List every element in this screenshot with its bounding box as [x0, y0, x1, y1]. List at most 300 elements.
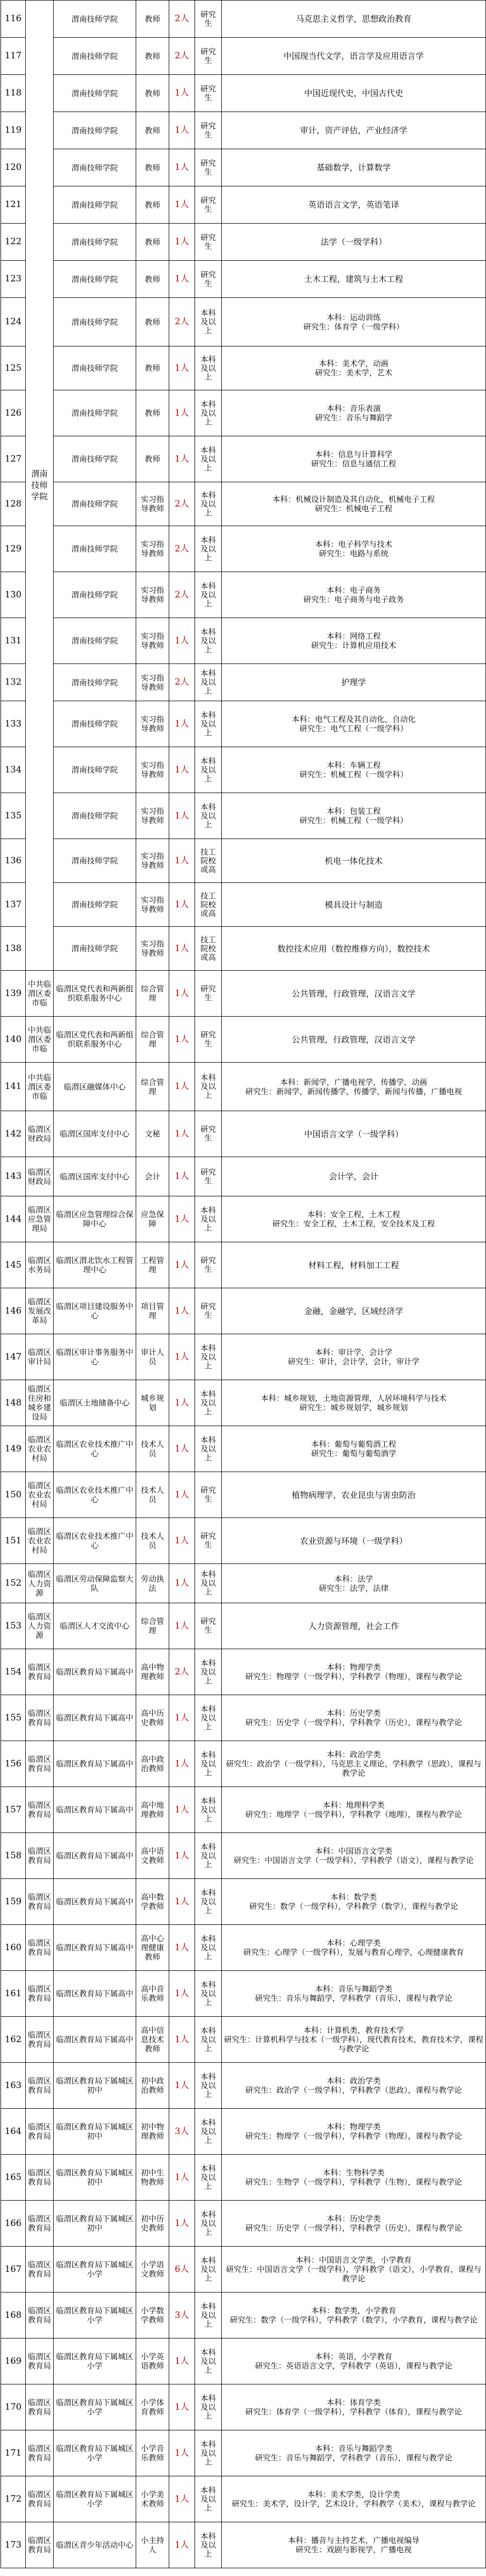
recruitment-table — [1, 0, 486, 2568]
row-number: 121 — [1, 186, 26, 224]
education-cell: 研究生 — [195, 1017, 222, 1063]
headcount-cell: 1人 — [169, 883, 195, 927]
education-cell: 研究生 — [195, 38, 222, 75]
row-number: 127 — [1, 436, 26, 482]
department-cell: 临渭区审计局 — [26, 1334, 54, 1380]
post-cell: 项目管理 — [136, 1288, 169, 1334]
table-row — [1, 1879, 486, 1925]
row-number: 142 — [1, 1111, 26, 1157]
headcount-cell: 1人 — [169, 971, 195, 1017]
post-cell: 综合管理 — [136, 1063, 169, 1111]
department-cell: 临渭区教育局 — [26, 1879, 54, 1925]
headcount-cell: 1人 — [169, 2155, 195, 2201]
post-cell: 初中政治教师 — [136, 2063, 169, 2109]
major-cell: 本科：审计学，会计学 研究生：审计，会计学，会计，审计学 — [222, 1334, 486, 1380]
headcount-cell: 1人 — [169, 1380, 195, 1426]
unit-cell: 渭南技师学院 — [54, 390, 136, 436]
table-row — [1, 298, 486, 346]
row-number: 165 — [1, 2155, 26, 2201]
education-cell: 本科及以上 — [195, 618, 222, 664]
table-row — [1, 747, 486, 793]
major-cell: 本科：英语，小学教育 研究生：英语语言文学，学科教学（英语），课程与教学论 — [222, 2338, 486, 2384]
unit-cell: 渭南技师学院 — [54, 747, 136, 793]
row-number: 152 — [1, 1564, 26, 1603]
post-cell: 教师 — [136, 298, 169, 346]
table-row — [1, 390, 486, 436]
major-cell: 公共管理，行政管理，汉语言文学 — [222, 1017, 486, 1063]
education-cell: 本科及以上 — [195, 482, 222, 526]
row-number: 140 — [1, 1017, 26, 1063]
headcount-cell: 1人 — [169, 1603, 195, 1649]
department-cell: 中共临渭区委市临 — [26, 1017, 54, 1063]
department-cell: 临渭区教育局 — [26, 2338, 54, 2384]
headcount-cell: 1人 — [169, 1288, 195, 1334]
table-row — [1, 1157, 486, 1196]
table-row — [1, 1741, 486, 1787]
headcount-cell: 1人 — [169, 1157, 195, 1196]
headcount-cell: 1人 — [169, 1971, 195, 2017]
headcount-cell: 1人 — [169, 1695, 195, 1741]
education-cell: 本科及以上 — [195, 664, 222, 701]
headcount-cell: 6人 — [169, 2247, 195, 2293]
headcount-cell: 2人 — [169, 1649, 195, 1695]
post-cell: 综合管理 — [136, 1603, 169, 1649]
row-number: 122 — [1, 224, 26, 261]
unit-cell: 渭南技师学院 — [54, 149, 136, 186]
education-cell: 本科及以上 — [195, 2155, 222, 2201]
major-cell: 本科：政治学类 研究生：政治学（一级学科），学科教学（思政），课程与教学论 — [222, 2063, 486, 2109]
headcount-cell: 1人 — [169, 927, 195, 971]
major-cell: 土木工程，建筑与土木工程 — [222, 261, 486, 298]
headcount-cell: 1人 — [169, 1833, 195, 1879]
education-cell: 本科及以上 — [195, 1787, 222, 1833]
headcount-cell: 1人 — [169, 1242, 195, 1288]
unit-cell: 渭南技师学院 — [54, 436, 136, 482]
headcount-cell: 2人 — [169, 38, 195, 75]
major-cell: 马克思主义哲学，思想政治教育 — [222, 1, 486, 38]
major-cell: 本科：音乐与舞蹈学类 研究生：音乐与舞蹈学，学科教学（音乐），课程与教学论 — [222, 2430, 486, 2476]
major-cell: 本科：生物科学类 研究生：生物学（一级学科），学科教学（生物），课程与教学论 — [222, 2155, 486, 2201]
major-cell: 本科：物理学类 研究生：物理学（一级学科），学科教学（物理），课程与教学论 — [222, 2109, 486, 2155]
headcount-cell: 1人 — [169, 618, 195, 664]
major-cell: 本科：安全工程，土木工程 研究生：安全工程，土木工程，安全技术及工程 — [222, 1196, 486, 1242]
unit-cell: 渭南技师学院 — [54, 346, 136, 390]
major-cell: 中国近现代史，中国古代史 — [222, 75, 486, 112]
row-number: 123 — [1, 261, 26, 298]
department-cell: 临渭区应急管理局 — [26, 1196, 54, 1242]
education-cell: 本科及以上 — [195, 1564, 222, 1603]
unit-cell: 临渭区国库支付中心 — [54, 1157, 136, 1196]
table-row — [1, 2522, 486, 2568]
education-cell: 研究生 — [195, 971, 222, 1017]
major-cell: 中国现当代文学，语言学及应用语言学 — [222, 38, 486, 75]
education-cell: 技工院校或高 — [195, 839, 222, 883]
department-cell: 临渭区人力资源 — [26, 1564, 54, 1603]
education-cell: 本科及以上 — [195, 1334, 222, 1380]
post-cell: 技术人员 — [136, 1426, 169, 1472]
post-cell: 小学美术教师 — [136, 2476, 169, 2522]
unit-cell: 临渭区青少年活动中心 — [54, 2522, 136, 2568]
unit-cell: 临渭区教育局下属城区小学 — [54, 2476, 136, 2522]
headcount-cell: 1人 — [169, 436, 195, 482]
education-cell: 本科及以上 — [195, 390, 222, 436]
major-cell: 本科：包装工程 研究生：机械工程（一级学科） — [222, 793, 486, 839]
row-number: 147 — [1, 1334, 26, 1380]
major-cell: 本科：物理学类 研究生：物理学（一级学科），学科教学（物理），课程与教学论 — [222, 1649, 486, 1695]
row-number: 128 — [1, 482, 26, 526]
table-row — [1, 186, 486, 224]
row-number: 155 — [1, 1695, 26, 1741]
headcount-cell: 1人 — [169, 1063, 195, 1111]
unit-cell: 渭南技师学院 — [54, 839, 136, 883]
headcount-cell: 2人 — [169, 526, 195, 572]
education-cell: 研究生 — [195, 1, 222, 38]
table-row — [1, 1242, 486, 1288]
unit-cell: 临渭区教育局下属高中 — [54, 1971, 136, 2017]
education-cell: 本科及以上 — [195, 1925, 222, 1971]
education-cell: 研究生 — [195, 149, 222, 186]
table-row — [1, 38, 486, 75]
headcount-cell: 1人 — [169, 839, 195, 883]
education-cell: 本科及以上 — [195, 1741, 222, 1787]
post-cell: 应急保障 — [136, 1196, 169, 1242]
headcount-cell: 1人 — [169, 1111, 195, 1157]
major-cell: 模具设计与制造 — [222, 883, 486, 927]
education-cell: 技工院校或高 — [195, 883, 222, 927]
headcount-cell: 1人 — [169, 2430, 195, 2476]
table-row — [1, 572, 486, 618]
education-cell: 研究生 — [195, 1472, 222, 1518]
row-number: 125 — [1, 346, 26, 390]
department-cell: 临渭区教育局 — [26, 2476, 54, 2522]
post-cell: 教师 — [136, 186, 169, 224]
department-cell: 临渭区教育局 — [26, 2063, 54, 2109]
post-cell: 实习指导教师 — [136, 664, 169, 701]
table-body — [1, 1, 486, 2568]
major-cell: 中国语言文学（一级学科） — [222, 1111, 486, 1157]
major-cell: 法学（一级学科） — [222, 224, 486, 261]
table-row — [1, 971, 486, 1017]
major-cell: 本科：美术学，动画 研究生：美术学，艺术 — [222, 346, 486, 390]
education-cell: 本科及以上 — [195, 346, 222, 390]
post-cell: 综合管理 — [136, 971, 169, 1017]
table-row — [1, 1518, 486, 1564]
headcount-cell: 1人 — [169, 1787, 195, 1833]
education-cell: 本科及以上 — [195, 2247, 222, 2293]
post-cell: 实习指导教师 — [136, 793, 169, 839]
unit-cell: 临渭区教育局下属城区小学 — [54, 2384, 136, 2430]
headcount-cell: 1人 — [169, 2017, 195, 2063]
table-row — [1, 1603, 486, 1649]
major-cell: 植物病理学，农业昆虫与害虫防治 — [222, 1472, 486, 1518]
row-number: 151 — [1, 1518, 26, 1564]
major-cell: 本科：音乐与舞蹈学类 研究生：音乐与舞蹈学，学科教学（音乐），课程与教学论 — [222, 1971, 486, 2017]
education-cell: 本科及以上 — [195, 1196, 222, 1242]
row-number: 136 — [1, 839, 26, 883]
post-cell: 高中政治教师 — [136, 1741, 169, 1787]
unit-cell: 临渭区融媒体中心 — [54, 1063, 136, 1111]
row-number: 124 — [1, 298, 26, 346]
row-number: 159 — [1, 1879, 26, 1925]
post-cell: 实习指导教师 — [136, 618, 169, 664]
education-cell: 研究生 — [195, 1518, 222, 1564]
education-cell: 研究生 — [195, 1603, 222, 1649]
table-row — [1, 793, 486, 839]
table-row — [1, 75, 486, 112]
unit-cell: 临渭区教育局下属高中 — [54, 2017, 136, 2063]
table-row — [1, 2338, 486, 2384]
row-number: 145 — [1, 1242, 26, 1288]
education-cell: 本科及以上 — [195, 2201, 222, 2247]
row-number: 169 — [1, 2338, 26, 2384]
table-row — [1, 1649, 486, 1695]
major-cell: 本科：电子商务 研究生：电子商务与电子政务 — [222, 572, 486, 618]
education-cell: 研究生 — [195, 1242, 222, 1288]
table-row — [1, 1196, 486, 1242]
education-cell: 本科及以上 — [195, 1426, 222, 1472]
major-cell: 本科：心理学类 研究生：心理学（一级学科），发展与教育心理学，心理健康教育 — [222, 1925, 486, 1971]
unit-cell: 临渭区应急管理综合保障中心 — [54, 1196, 136, 1242]
major-cell: 本科：数学类 研究生：数学（一级学科），学科教学（数学），课程与教学论 — [222, 1879, 486, 1925]
education-cell: 本科及以上 — [195, 701, 222, 747]
education-cell: 本科及以上 — [195, 2293, 222, 2338]
department-cell: 临渭区住房和城乡建设局 — [26, 1380, 54, 1426]
post-cell: 技术人员 — [136, 1518, 169, 1564]
headcount-cell: 1人 — [169, 1741, 195, 1787]
unit-cell: 临渭区农业技术推广中心 — [54, 1472, 136, 1518]
major-cell: 本科：电子科学与技术 研究生：电路与系统 — [222, 526, 486, 572]
major-cell: 本科：车辆工程 研究生：机械工程（一级学科） — [222, 747, 486, 793]
post-cell: 教师 — [136, 261, 169, 298]
unit-cell: 临渭区党代表和两新组织联系服务中心 — [54, 1017, 136, 1063]
education-cell: 研究生 — [195, 1111, 222, 1157]
headcount-cell: 1人 — [169, 1564, 195, 1603]
department-cell: 临渭区教育局 — [26, 1649, 54, 1695]
education-cell: 本科及以上 — [195, 436, 222, 482]
row-number: 157 — [1, 1787, 26, 1833]
table-row — [1, 149, 486, 186]
row-number: 154 — [1, 1649, 26, 1695]
education-cell: 本科及以上 — [195, 2476, 222, 2522]
education-cell: 本科及以上 — [195, 1649, 222, 1695]
major-cell: 农业资源与环境（一级学科） — [222, 1518, 486, 1564]
row-number: 167 — [1, 2247, 26, 2293]
headcount-cell: 2人 — [169, 298, 195, 346]
headcount-cell: 1人 — [169, 75, 195, 112]
table-row — [1, 883, 486, 927]
post-cell: 小主持人 — [136, 2522, 169, 2568]
row-number: 141 — [1, 1063, 26, 1111]
row-number: 168 — [1, 2293, 26, 2338]
row-number: 120 — [1, 149, 26, 186]
headcount-cell: 1人 — [169, 1426, 195, 1472]
post-cell: 综合管理 — [136, 1017, 169, 1063]
table-row — [1, 2063, 486, 2109]
education-cell: 本科及以上 — [195, 2017, 222, 2063]
post-cell: 高中心理健康教师 — [136, 1925, 169, 1971]
unit-cell: 渭南技师学院 — [54, 186, 136, 224]
unit-cell: 临渭区党代表和两新组织联系服务中心 — [54, 971, 136, 1017]
major-cell: 基础数学，计算数学 — [222, 149, 486, 186]
row-number: 137 — [1, 883, 26, 927]
department-cell: 渭南技师学院 — [26, 1, 54, 971]
education-cell: 研究生 — [195, 75, 222, 112]
post-cell: 高中语文教师 — [136, 1833, 169, 1879]
education-cell: 本科及以上 — [195, 2384, 222, 2430]
headcount-cell: 1人 — [169, 186, 195, 224]
table-row — [1, 224, 486, 261]
table-row — [1, 664, 486, 701]
headcount-cell: 1人 — [169, 1472, 195, 1518]
headcount-cell: 1人 — [169, 149, 195, 186]
major-cell: 本科：地理科学类 研究生：地理学（一级学科），学科教学（地理），课程与教学论 — [222, 1787, 486, 1833]
unit-cell: 渭南技师学院 — [54, 1, 136, 38]
row-number: 116 — [1, 1, 26, 38]
post-cell: 教师 — [136, 75, 169, 112]
row-number: 132 — [1, 664, 26, 701]
department-cell: 临渭区教育局 — [26, 2109, 54, 2155]
post-cell: 文秘 — [136, 1111, 169, 1157]
education-cell: 本科及以上 — [195, 572, 222, 618]
post-cell: 高中数学教师 — [136, 1879, 169, 1925]
post-cell: 实习指导教师 — [136, 883, 169, 927]
table-row — [1, 1564, 486, 1603]
table-row — [1, 1833, 486, 1879]
post-cell: 教师 — [136, 224, 169, 261]
unit-cell: 渭南技师学院 — [54, 224, 136, 261]
row-number: 130 — [1, 572, 26, 618]
major-cell: 材料工程，材料加工工程 — [222, 1242, 486, 1288]
major-cell: 数控技术应用（数控维修方向），数控技术 — [222, 927, 486, 971]
education-cell: 本科及以上 — [195, 747, 222, 793]
department-cell: 临渭区财政局 — [26, 1157, 54, 1196]
unit-cell: 渭南技师学院 — [54, 112, 136, 149]
education-cell: 研究生 — [195, 261, 222, 298]
headcount-cell: 1人 — [169, 1879, 195, 1925]
row-number: 173 — [1, 2522, 26, 2568]
major-cell: 人力资源管理，社会工作 — [222, 1603, 486, 1649]
unit-cell: 临渭区审计事务服务中心 — [54, 1334, 136, 1380]
unit-cell: 临渭区教育局下属高中 — [54, 1787, 136, 1833]
headcount-cell: 3人 — [169, 2293, 195, 2338]
headcount-cell: 2人 — [169, 482, 195, 526]
department-cell: 临渭区发展改革局 — [26, 1288, 54, 1334]
education-cell: 本科及以上 — [195, 2430, 222, 2476]
table-row — [1, 1695, 486, 1741]
major-cell: 金融，金融学，区域经济学 — [222, 1288, 486, 1334]
education-cell: 本科及以上 — [195, 2109, 222, 2155]
unit-cell: 渭南技师学院 — [54, 75, 136, 112]
unit-cell: 临渭区劳动保障监察大队 — [54, 1564, 136, 1603]
table-row — [1, 839, 486, 883]
headcount-cell: 1人 — [169, 346, 195, 390]
education-cell: 研究生 — [195, 224, 222, 261]
row-number: 119 — [1, 112, 26, 149]
post-cell: 实习指导教师 — [136, 701, 169, 747]
table-row — [1, 1472, 486, 1518]
headcount-cell: 1人 — [169, 112, 195, 149]
table-row — [1, 436, 486, 482]
major-cell: 本科：电气工程及其自动化，自动化 研究生：电气工程（一级学科） — [222, 701, 486, 747]
headcount-cell: 1人 — [169, 2063, 195, 2109]
unit-cell: 渭南技师学院 — [54, 38, 136, 75]
unit-cell: 渭南技师学院 — [54, 793, 136, 839]
headcount-cell: 1人 — [169, 1017, 195, 1063]
unit-cell: 渭南技师学院 — [54, 618, 136, 664]
education-cell: 本科及以上 — [195, 1971, 222, 2017]
row-number: 172 — [1, 2476, 26, 2522]
major-cell: 本科：运动训练 研究生：体育学（一级学科） — [222, 298, 486, 346]
table-row — [1, 112, 486, 149]
headcount-cell: 1人 — [169, 747, 195, 793]
table-row — [1, 1426, 486, 1472]
post-cell: 高中音乐教师 — [136, 1971, 169, 2017]
education-cell: 本科及以上 — [195, 1695, 222, 1741]
post-cell: 工程管理 — [136, 1242, 169, 1288]
headcount-cell: 1人 — [169, 224, 195, 261]
table-row — [1, 526, 486, 572]
row-number: 134 — [1, 747, 26, 793]
row-number: 117 — [1, 38, 26, 75]
headcount-cell: 1人 — [169, 2201, 195, 2247]
table-row — [1, 261, 486, 298]
post-cell: 实习指导教师 — [136, 927, 169, 971]
education-cell: 研究生 — [195, 112, 222, 149]
education-cell: 本科及以上 — [195, 2522, 222, 2568]
row-number: 138 — [1, 927, 26, 971]
education-cell: 本科及以上 — [195, 526, 222, 572]
table-row — [1, 1925, 486, 1971]
headcount-cell: 1人 — [169, 1334, 195, 1380]
row-number: 144 — [1, 1196, 26, 1242]
row-number: 161 — [1, 1971, 26, 2017]
post-cell: 小学英语教师 — [136, 2338, 169, 2384]
table-row — [1, 927, 486, 971]
headcount-cell: 1人 — [169, 793, 195, 839]
post-cell: 高中物理教师 — [136, 1649, 169, 1695]
department-cell: 临渭区教育局 — [26, 2384, 54, 2430]
unit-cell: 临渭区教育局下属高中 — [54, 1741, 136, 1787]
unit-cell: 渭南技师学院 — [54, 883, 136, 927]
table-row — [1, 701, 486, 747]
post-cell: 高中历史教师 — [136, 1695, 169, 1741]
row-number: 149 — [1, 1426, 26, 1472]
major-cell: 本科：政治学类 研究生：政治学（一级学科），马克思主义理论，学科教学（思政），课程与教学论 — [222, 1741, 486, 1787]
major-cell: 本科：播音与主持艺术，广播电视编导 研究生：戏剧与影视学，广播电视 — [222, 2522, 486, 2568]
unit-cell: 临渭区教育局下属城区小学 — [54, 2430, 136, 2476]
headcount-cell: 1人 — [169, 390, 195, 436]
post-cell: 实习指导教师 — [136, 747, 169, 793]
table-row — [1, 1334, 486, 1380]
unit-cell: 临渭区教育局下属城区小学 — [54, 2247, 136, 2293]
table-row — [1, 2201, 486, 2247]
row-number: 139 — [1, 971, 26, 1017]
major-cell: 本科：中国语言文学类 研究生：中国语言文学（一级学科），学科教学（语文），课程与教学论 — [222, 1833, 486, 1879]
row-number: 148 — [1, 1380, 26, 1426]
education-cell: 本科及以上 — [195, 1380, 222, 1426]
table-row — [1, 1787, 486, 1833]
education-cell: 本科及以上 — [195, 1063, 222, 1111]
unit-cell: 渭南技师学院 — [54, 701, 136, 747]
headcount-cell: 1人 — [169, 1518, 195, 1564]
unit-cell: 临渭区教育局下属高中 — [54, 1879, 136, 1925]
post-cell: 教师 — [136, 436, 169, 482]
major-cell: 本科：信息与计算科学 研究生：信息与通信工程 — [222, 436, 486, 482]
education-cell: 本科及以上 — [195, 793, 222, 839]
major-cell: 会计学，会计 — [222, 1157, 486, 1196]
education-cell: 本科及以上 — [195, 2338, 222, 2384]
table-row — [1, 346, 486, 390]
